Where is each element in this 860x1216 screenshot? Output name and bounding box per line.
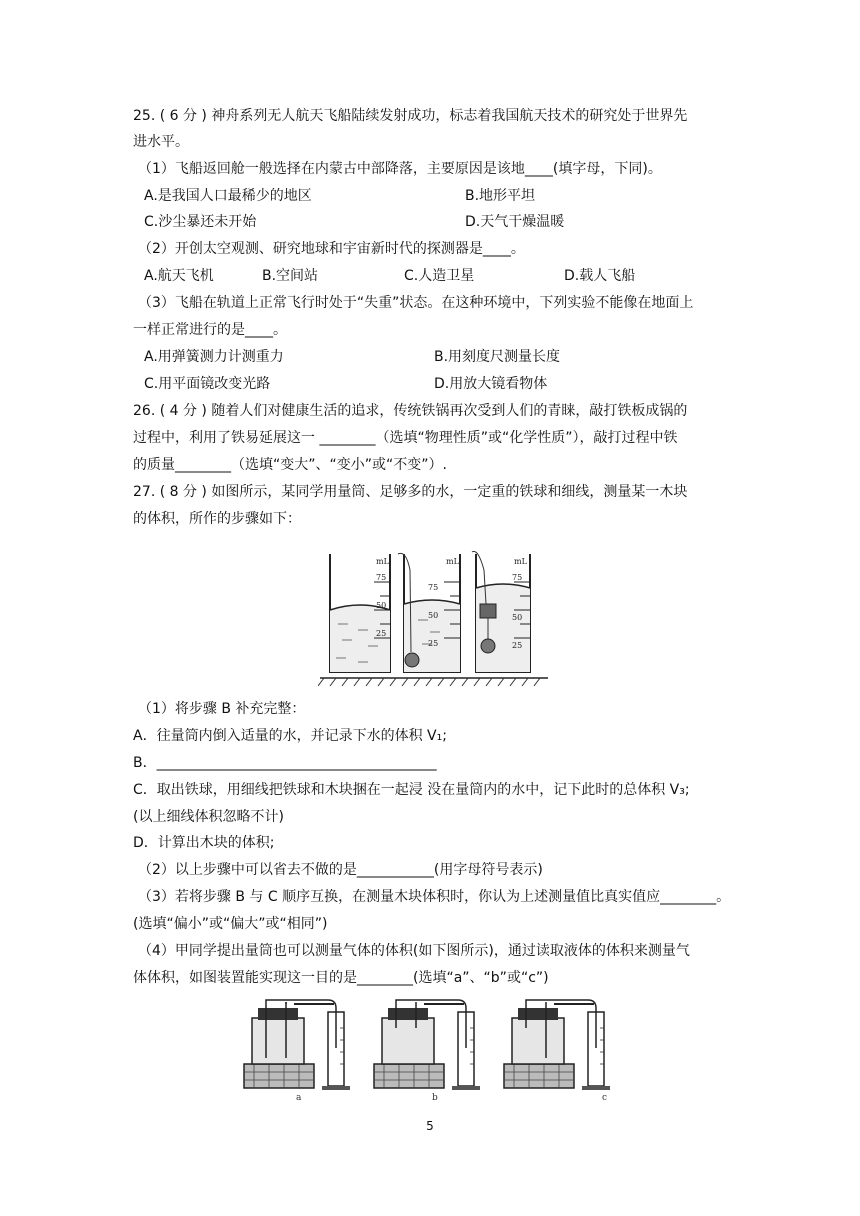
cylinder-a	[330, 554, 390, 672]
q25-p2-option-b: B.空间站	[262, 268, 319, 284]
apparatus-c	[504, 1000, 610, 1102]
q25-p2-option-a: A.航天飞机	[144, 268, 214, 284]
svg-text:c: c	[602, 1093, 608, 1102]
q25-part3-line2: 一样正常进行的是____。	[133, 322, 287, 338]
gas-apparatus-figure	[236, 998, 626, 1102]
svg-text:75: 75	[512, 573, 523, 582]
q25-p1-option-c: C.沙尘暴还未开始	[144, 214, 257, 230]
svg-text:75: 75	[376, 573, 387, 582]
q27-step-d: D．计算出木块的体积;	[133, 835, 275, 851]
apparatus-a	[244, 1000, 350, 1102]
q25-part3-line1: （3）飞船在轨道上正常飞行时处于“失重”状态。在这种环境中，下列实验不能像在地面上	[138, 295, 694, 311]
q27-part1: （1）将步骤 B 补充完整：	[138, 701, 306, 717]
cylinder-b	[398, 553, 460, 672]
q25-line1: 25. ( 6 分 ) 神舟系列无人航天飞船陆续发射成功，标志着我国航天技术的研究处于世界先	[133, 108, 688, 124]
svg-text:b: b	[432, 1093, 438, 1102]
page-number: 5	[426, 1119, 434, 1133]
svg-text:25: 25	[512, 641, 523, 650]
svg-text:50: 50	[428, 611, 439, 620]
q27-part3-line2: (选填“偏小”或“偏大”或“相同”)	[133, 916, 328, 932]
q26-line1: 26. ( 4 分 ) 随着人们对健康生活的追求，传统铁锅再次受到人们的青睐，敲打铁板成锅的	[133, 403, 688, 419]
q25-part2: （2）开创太空观测、研究地球和宇宙新时代的探测器是____。	[138, 241, 525, 257]
svg-text:50: 50	[376, 601, 387, 610]
svg-text:25: 25	[376, 629, 387, 638]
q25-p1-option-a: A.是我国人口最稀少的地区	[144, 188, 312, 204]
q27-line1: 27. ( 8 分 ) 如图所示，某同学用量筒、足够多的水，一定重的铁球和细线，测量某一木块	[133, 484, 688, 500]
svg-text:mL: mL	[376, 557, 389, 566]
q25-p3-option-c: C.用平面镜改变光路	[144, 376, 271, 392]
svg-text:50: 50	[512, 613, 523, 622]
q25-p1-option-b: B.地形平坦	[465, 188, 536, 204]
q27-step-a: A．往量筒内倒入适量的水，并记录下水的体积 V₁;	[133, 728, 447, 744]
q25-p2-option-d: D.载人飞船	[564, 268, 636, 284]
q25-p3-option-b: B.用刻度尺测量长度	[434, 349, 561, 365]
svg-text:mL: mL	[446, 557, 459, 566]
q27-step-b: B．________________________________________	[133, 755, 437, 771]
q25-part1: （1）飞船返回舱一般选择在内蒙古中部降落，主要原因是该地____(填字母，下同)。	[138, 161, 662, 177]
q27-step-c-line2: (以上细线体积忽略不计)	[133, 809, 284, 825]
q27-line2: 的体积，所作的步骤如下：	[133, 511, 301, 527]
cylinder-c	[472, 551, 530, 672]
svg-text:75: 75	[428, 583, 439, 592]
q27-part2: （2）以上步骤中可以省去不做的是___________(用字母符号表示)	[138, 862, 543, 878]
svg-text:mL: mL	[514, 557, 527, 566]
q27-step-c-line1: C．取出铁球，用细线把铁球和木块捆在一起浸 没在量筒内的水中，记下此时的总体积 V₃;	[133, 782, 690, 798]
svg-text:25: 25	[428, 639, 439, 648]
q26-line3: 的质量________（选填“变大”、“变小”或“不变”）.	[133, 457, 447, 473]
q25-p3-option-a: A.用弹簧测力计测重力	[144, 349, 284, 365]
apparatus-b	[374, 1000, 480, 1102]
q25-p3-option-d: D.用放大镜看物体	[434, 376, 548, 392]
q27-part4-line1: （4）甲同学提出量筒也可以测量气体的体积(如下图所示)，通过读取液体的体积来测量气	[138, 943, 690, 959]
cylinders-figure	[318, 540, 550, 690]
q25-line2: 进水平。	[133, 134, 189, 150]
svg-text:a: a	[296, 1093, 302, 1102]
q25-p1-option-d: D.天气干燥温暖	[465, 214, 565, 230]
q26-line2: 过程中，利用了铁易延展这一 ________（选填“物理性质”或“化学性质”），敲打过程中铁	[133, 430, 678, 446]
q27-part3-line1: （3）若将步骤 B 与 C 顺序互换，在测量木块体积时，你认为上述测量值比真实值应________。	[138, 889, 731, 905]
q25-p2-option-c: C.人造卫星	[404, 268, 475, 284]
q27-part4-line2: 体体积，如图装置能实现这一目的是________(选填“a”、“b”或“c”)	[133, 970, 549, 986]
